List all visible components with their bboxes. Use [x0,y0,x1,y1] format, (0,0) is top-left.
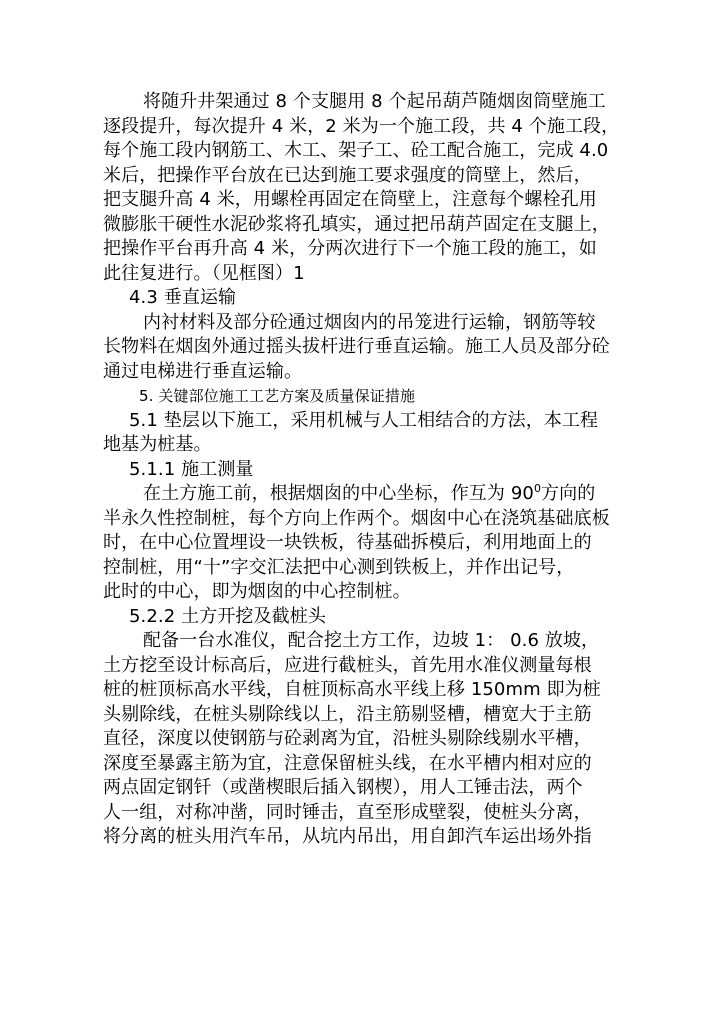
paragraph-line: 此往复进行。（见框图）1 [103,262,305,284]
paragraph-line: 把支腿升高 4 米，用螺栓再固定在筒壁上，注意每个螺栓孔用 [103,189,597,210]
paragraph-line [103,482,643,507]
document-body [103,90,643,850]
section-heading: 4.3 垂直运输 [129,287,237,308]
paragraph-line: 土方挖至设计标高后，应进行截桩头，首先用水准仪测量每根 [103,654,592,676]
section-heading: 5.2.2 土方开挖及截桩头 [129,605,326,627]
line-text: 方向的 [541,483,596,504]
paragraph-line: 控制桩，用“十”字交汇法把中心测到铁板上，并作出记号， [103,556,575,578]
paragraph-line: 每个施工段内钢筋工、木工、架子工、砼工配合施工，完成 4.0 [103,140,609,161]
paragraph-line: 两点固定钢钎（或凿楔眼后插入钢楔），用人工锤击法，两个 [103,777,583,798]
paragraph-line: 半永久性控制桩，每个方向上作两个。烟囱中心在浇筑基础底板 [103,507,610,529]
section-heading: 5. 关键部位施工工艺方案及质量保证措施 [139,387,416,405]
paragraph-line: 内衬材料及部分砼通过烟囱内的吊笼进行运输，钢筋等较 [143,311,596,333]
paragraph-line: 时，在中心位置埋设一块铁板，待基础拆模后，利用地面上的 [103,532,592,553]
paragraph-line: 5.1 垫层以下施工，采用机械与人工相结合的方法，本工程 [129,409,599,431]
line-text: 在土方施工前，根据烟囱的中心坐标，作互为 90 [143,483,534,504]
paragraph-line: 地基为桩基。 [103,434,212,455]
paragraph-line: 深度至暴露主筋为宜，注意保留桩头线，在水平槽内相对应的 [103,752,592,774]
paragraph-line: 头剔除线，在桩头剔除线以上，沿主筋剔竖槽，槽宽大于主筋 [103,703,592,725]
paragraph-line: 直径，深度以使钢筋与砼剥离为宜，沿桩头剔除线剔水平槽， [103,728,592,749]
paragraph-line: 把操作平台再升高 4 米，分两次进行下一个施工段的施工，如 [103,238,597,259]
superscript-degree: 0 [533,482,542,495]
paragraph-line: 微膨胀干硬性水泥砂浆将孔填实，通过把吊葫芦固定在支腿上， [103,213,610,235]
paragraph-line: 通过电梯进行垂直运输。 [103,360,303,382]
paragraph-line: 将分离的桩头用汽车吊，从坑内吊出，用自卸汽车运出场外指 [103,826,592,847]
paragraph-line: 逐段提升，每次提升 4 米，2 米为一个施工段，共 4 个施工段， [103,115,620,137]
paragraph-line: 人一组，对称冲凿，同时锤击，直至形成壁裂，使桩头分离， [103,801,592,823]
paragraph-line: 此时的中心，即为烟囱的中心控制桩。 [103,581,411,602]
paragraph-line: 配备一台水准仪，配合挖土方工作，边坡 1： 0.6 放坡， [143,630,600,651]
paragraph-line: 米后，把操作平台放在已达到施工要求强度的筒壁上，然后， [103,164,592,186]
paragraph-line: 桩的桩顶标高水平线，自桩顶标高水平线上移 150mm 即为桩 [103,679,601,700]
paragraph-line: 将随升井架通过 8 个支腿用 8 个起吊葫芦随烟囱筒壁施工 [143,91,606,112]
section-heading: 5.1.1 施工测量 [129,458,254,480]
paragraph-line: 长物料在烟囱外通过摇头拔杆进行垂直运输。施工人员及部分砼 [103,336,610,357]
